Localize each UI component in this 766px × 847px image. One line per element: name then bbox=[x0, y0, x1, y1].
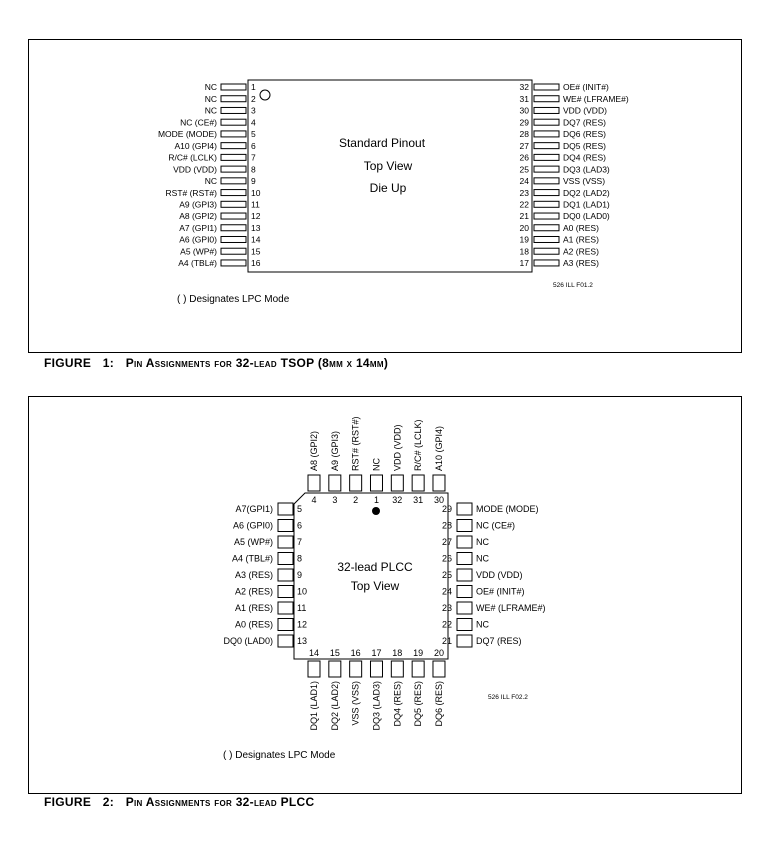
plcc-pin-label: A7(GPI1) bbox=[235, 504, 273, 515]
plcc-pin-label: VDD (VDD) bbox=[392, 424, 403, 471]
tsop-pin-number: 10 bbox=[251, 187, 261, 198]
tsop-pin-number: 22 bbox=[519, 199, 529, 210]
plcc-pin-number: 23 bbox=[441, 603, 452, 614]
plcc-pin-number: 3 bbox=[332, 495, 338, 505]
tsop-pin-number: 19 bbox=[519, 234, 529, 245]
tsop-pin-lead bbox=[221, 154, 246, 160]
tsop-pin-number: 31 bbox=[519, 93, 529, 104]
pin1-dot bbox=[372, 507, 380, 515]
tsop-pin-number: 32 bbox=[519, 82, 529, 93]
tsop-pin-lead bbox=[534, 143, 559, 149]
tsop-pin-lead bbox=[534, 166, 559, 172]
tsop-pin-number: 7 bbox=[251, 152, 256, 163]
tsop-pin-label: A2 (RES) bbox=[563, 246, 599, 257]
tsop-pin-label: NC bbox=[204, 105, 217, 116]
plcc-pin-lead bbox=[278, 520, 293, 532]
plcc-right-pins bbox=[442, 503, 546, 647]
plcc-pin-lead bbox=[457, 619, 472, 631]
tsop-pin-label: NC bbox=[204, 82, 217, 93]
tsop-pin-label: A5 (WP#) bbox=[180, 246, 217, 257]
plcc-pin-label: A5 (WP#) bbox=[233, 537, 273, 548]
plcc-pin-label: OE# (INIT#) bbox=[476, 586, 525, 597]
plcc-pin-label: MODE (MODE) bbox=[476, 504, 539, 515]
tsop-pin-label: A3 (RES) bbox=[563, 258, 599, 269]
plcc-pin-label: NC bbox=[476, 537, 489, 548]
plcc-pin-label: WE# (LFRAME#) bbox=[476, 603, 546, 614]
plcc-pin-label: DQ5 (RES) bbox=[413, 681, 424, 727]
plcc-pin-number: 13 bbox=[297, 636, 308, 647]
plcc-pin-lead bbox=[457, 569, 472, 581]
plcc-bottom-pins bbox=[308, 648, 445, 731]
plcc-ref-code: 526 ILL F02.2 bbox=[488, 694, 528, 701]
tsop-pin-label: DQ4 (RES) bbox=[563, 152, 606, 163]
tsop-pin-lead bbox=[534, 190, 559, 196]
tsop-pin-lead bbox=[534, 178, 559, 184]
plcc-pin-lead bbox=[278, 602, 293, 614]
tsop-pin-label: VDD (VDD) bbox=[563, 105, 607, 116]
tsop-pin-lead bbox=[534, 201, 559, 207]
tsop-pin-number: 24 bbox=[519, 176, 529, 187]
tsop-pin-number: 26 bbox=[519, 152, 529, 163]
plcc-pin-number: 20 bbox=[433, 648, 444, 658]
plcc-pin-number: 1 bbox=[373, 495, 379, 505]
tsop-pin-lead bbox=[221, 201, 246, 207]
tsop-pin-lead bbox=[534, 225, 559, 231]
plcc-lpc-note: ( ) Designates LPC Mode bbox=[223, 750, 336, 761]
plcc-pin-number: 21 bbox=[441, 636, 452, 647]
tsop-figure-frame bbox=[28, 39, 742, 353]
tsop-pin-label: A1 (RES) bbox=[563, 234, 599, 245]
plcc-pin-label: A10 (GPI4) bbox=[433, 425, 444, 471]
plcc-pin-number: 14 bbox=[308, 648, 320, 658]
plcc-pin-label: R/C# (LCLK) bbox=[413, 419, 424, 471]
plcc-pin-number: 2 bbox=[353, 495, 359, 505]
tsop-pin-label: DQ5 (RES) bbox=[563, 140, 606, 151]
tsop-pin-number: 14 bbox=[251, 234, 261, 245]
plcc-pin-number: 29 bbox=[441, 504, 452, 515]
plcc-pin-number: 6 bbox=[297, 520, 303, 531]
plcc-pin-label: A3 (RES) bbox=[234, 570, 273, 581]
plcc-pin-label: A2 (RES) bbox=[234, 586, 273, 597]
plcc-pin-lead bbox=[457, 553, 472, 565]
tsop-pin-label: A7 (GPI1) bbox=[179, 222, 217, 233]
plcc-pin-number: 5 bbox=[297, 504, 303, 515]
plcc-pin-number: 17 bbox=[371, 648, 382, 658]
tsop-right-pins bbox=[520, 82, 629, 268]
tsop-pin-lead bbox=[221, 119, 246, 125]
plcc-pin-number: 9 bbox=[297, 570, 303, 581]
tsop-pin-lead bbox=[534, 119, 559, 125]
tsop-pin-number: 21 bbox=[519, 211, 529, 222]
tsop-pin-label: DQ1 (LAD1) bbox=[563, 199, 610, 210]
plcc-pin-lead bbox=[350, 661, 362, 677]
tsop-pin-lead bbox=[534, 107, 559, 113]
plcc-pin-lead bbox=[457, 586, 472, 598]
plcc-pin-lead bbox=[412, 661, 424, 677]
plcc-pin-number: 12 bbox=[297, 619, 308, 630]
plcc-pin-number: 31 bbox=[413, 495, 424, 505]
plcc-pin-lead bbox=[278, 503, 293, 515]
plcc-pin-label: NC (CE#) bbox=[476, 520, 516, 531]
plcc-pin-label: VDD (VDD) bbox=[476, 570, 523, 581]
figure-2-caption bbox=[44, 795, 314, 809]
plcc-pin-number: 8 bbox=[297, 553, 303, 564]
plcc-pin-label: A4 (TBL#) bbox=[231, 553, 273, 564]
plcc-pin-number: 19 bbox=[413, 648, 424, 658]
tsop-pin-lead bbox=[221, 260, 246, 266]
plcc-pin-number: 16 bbox=[350, 648, 361, 658]
tsop-pin-number: 11 bbox=[251, 199, 260, 210]
plcc-figure-frame bbox=[28, 396, 742, 794]
plcc-pin-number: 15 bbox=[329, 648, 340, 658]
plcc-top-pins bbox=[308, 416, 445, 505]
plcc-pin-lead bbox=[391, 661, 403, 677]
tsop-left-pins bbox=[158, 82, 261, 268]
tsop-pin-number: 17 bbox=[519, 258, 529, 269]
tsop-pin-label: DQ0 (LAD0) bbox=[563, 211, 610, 222]
plcc-pin-lead bbox=[457, 503, 472, 515]
tsop-title-line-1: Standard Pinout bbox=[338, 136, 426, 150]
plcc-pin-lead bbox=[412, 475, 424, 491]
tsop-pin-lead bbox=[221, 178, 246, 184]
plcc-pin-lead bbox=[278, 586, 293, 598]
tsop-pin-label: MODE (MODE) bbox=[157, 129, 217, 140]
plcc-pin-label: DQ6 (RES) bbox=[433, 681, 444, 727]
tsop-pin-number: 16 bbox=[251, 258, 261, 269]
plcc-pin-lead bbox=[457, 536, 472, 548]
plcc-pin-lead bbox=[278, 619, 293, 631]
tsop-pin-label: A4 (TBL#) bbox=[178, 258, 217, 269]
tsop-pin-label: VDD (VDD) bbox=[173, 164, 217, 175]
plcc-pin-lead bbox=[329, 475, 341, 491]
plcc-pin-lead bbox=[433, 661, 445, 677]
plcc-pin-number: 27 bbox=[441, 537, 452, 548]
tsop-pin-number: 4 bbox=[251, 117, 256, 128]
plcc-title-line-1: 32-lead PLCC bbox=[337, 560, 413, 574]
tsop-pin-lead bbox=[534, 236, 559, 242]
plcc-pin-lead bbox=[308, 475, 320, 491]
tsop-pin-lead bbox=[221, 143, 246, 149]
tsop-pin-number: 27 bbox=[519, 140, 529, 151]
tsop-pin-label: WE# (LFRAME#) bbox=[563, 93, 629, 104]
plcc-pin-number: 10 bbox=[297, 586, 308, 597]
plcc-pin-label: NC bbox=[476, 553, 489, 564]
tsop-pin-lead bbox=[534, 213, 559, 219]
figure-1-caption bbox=[44, 356, 388, 370]
plcc-pin-lead bbox=[457, 602, 472, 614]
tsop-pin-label: DQ7 (RES) bbox=[563, 117, 606, 128]
tsop-pin-number: 9 bbox=[251, 176, 256, 187]
tsop-pin-label: A0 (RES) bbox=[563, 222, 599, 233]
plcc-pin-number: 25 bbox=[441, 570, 452, 581]
tsop-pin-lead bbox=[221, 166, 246, 172]
plcc-pin-label: DQ7 (RES) bbox=[476, 636, 522, 647]
tsop-pin-lead bbox=[221, 190, 246, 196]
tsop-pin-number: 23 bbox=[519, 187, 529, 198]
tsop-pin-lead bbox=[534, 248, 559, 254]
tsop-pin-lead bbox=[221, 248, 246, 254]
plcc-pin-label: A6 (GPI0) bbox=[232, 520, 273, 531]
tsop-pin-lead bbox=[534, 84, 559, 90]
plcc-pin-label: DQ2 (LAD2) bbox=[329, 681, 340, 731]
plcc-pin-label: VSS (VSS) bbox=[350, 681, 361, 726]
tsop-pin-label: A8 (GPI2) bbox=[179, 211, 217, 222]
tsop-title-line-2: Top View bbox=[363, 159, 413, 173]
tsop-pin-number: 6 bbox=[251, 140, 256, 151]
tsop-pin-number: 3 bbox=[251, 105, 256, 116]
figure-1-label: FIGURE bbox=[44, 356, 92, 370]
plcc-pin-lead bbox=[370, 475, 382, 491]
tsop-body bbox=[248, 80, 532, 272]
pin1-marker bbox=[260, 90, 270, 100]
tsop-pin-lead bbox=[221, 213, 246, 219]
tsop-pin-label: A10 (GPI4) bbox=[174, 140, 217, 151]
tsop-pin-number: 25 bbox=[519, 164, 529, 175]
plcc-pin-label: A9 (GPI3) bbox=[329, 430, 340, 471]
plcc-pin-number: 7 bbox=[297, 537, 303, 548]
plcc-diagram bbox=[29, 397, 741, 793]
figure-1-text: Pin Assignments for 32-lead TSOP (8mm x 14mm) bbox=[125, 356, 389, 370]
tsop-pin-label: DQ2 (LAD2) bbox=[563, 187, 610, 198]
figure-2-number: 2: bbox=[102, 795, 115, 809]
plcc-pin-lead bbox=[370, 661, 382, 677]
figure-2-text: Pin Assignments for 32-lead PLCC bbox=[125, 795, 315, 809]
plcc-pin-number: 26 bbox=[441, 553, 452, 564]
tsop-pin-number: 12 bbox=[251, 211, 261, 222]
plcc-pin-lead bbox=[350, 475, 362, 491]
plcc-pin-lead bbox=[278, 569, 293, 581]
tsop-pin-number: 15 bbox=[251, 246, 261, 257]
plcc-pin-number: 11 bbox=[297, 603, 307, 614]
plcc-pin-label: DQ3 (LAD3) bbox=[371, 681, 382, 731]
tsop-pin-lead bbox=[221, 225, 246, 231]
plcc-body bbox=[294, 493, 448, 659]
tsop-pin-label: OE# (INIT#) bbox=[563, 82, 609, 93]
plcc-pin-number: 22 bbox=[441, 619, 452, 630]
tsop-pin-number: 1 bbox=[251, 82, 256, 93]
tsop-pin-label: A9 (GPI3) bbox=[179, 199, 217, 210]
tsop-pin-number: 30 bbox=[519, 105, 529, 116]
plcc-pin-label: NC bbox=[371, 458, 382, 471]
tsop-pin-lead bbox=[221, 236, 246, 242]
tsop-pin-label: RST# (RST#) bbox=[165, 187, 217, 198]
tsop-pin-label: VSS (VSS) bbox=[563, 176, 606, 187]
plcc-pin-number: 4 bbox=[311, 495, 317, 505]
plcc-pin-lead bbox=[278, 635, 293, 647]
tsop-pin-number: 20 bbox=[519, 222, 529, 233]
tsop-pin-number: 18 bbox=[519, 246, 529, 257]
tsop-pin-label: NC bbox=[204, 93, 217, 104]
tsop-pin-label: NC bbox=[204, 176, 217, 187]
plcc-pin-lead bbox=[457, 635, 472, 647]
tsop-pin-lead bbox=[221, 131, 246, 137]
figure-2-label: FIGURE bbox=[44, 795, 92, 809]
tsop-pin-number: 13 bbox=[251, 222, 261, 233]
plcc-pin-lead bbox=[278, 536, 293, 548]
tsop-pin-lead bbox=[534, 131, 559, 137]
tsop-pin-lead bbox=[221, 107, 246, 113]
tsop-pin-number: 8 bbox=[251, 164, 256, 175]
plcc-pin-lead bbox=[329, 661, 341, 677]
tsop-pin-label: R/C# (LCLK) bbox=[168, 152, 217, 163]
tsop-pin-number: 29 bbox=[519, 117, 529, 128]
tsop-pin-number: 28 bbox=[519, 129, 529, 140]
tsop-pin-lead bbox=[534, 154, 559, 160]
plcc-pin-label: DQ4 (RES) bbox=[392, 681, 403, 727]
plcc-pin-label: NC bbox=[476, 619, 489, 630]
plcc-pin-lead bbox=[457, 520, 472, 532]
tsop-diagram bbox=[29, 40, 741, 352]
plcc-pin-number: 18 bbox=[392, 648, 403, 658]
plcc-pin-number: 32 bbox=[392, 495, 403, 505]
tsop-pin-label: A6 (GPI0) bbox=[179, 234, 217, 245]
plcc-pin-label: DQ0 (LAD0) bbox=[223, 636, 273, 647]
tsop-pin-lead bbox=[221, 84, 246, 90]
tsop-title-line-3: Die Up bbox=[369, 181, 407, 195]
plcc-pin-label: RST# (RST#) bbox=[350, 416, 361, 471]
tsop-pin-number: 2 bbox=[251, 93, 256, 104]
tsop-pin-lead bbox=[534, 96, 559, 102]
plcc-pin-lead bbox=[391, 475, 403, 491]
tsop-pin-label: DQ3 (LAD3) bbox=[563, 164, 610, 175]
plcc-pin-number: 28 bbox=[441, 520, 452, 531]
plcc-pin-lead bbox=[433, 475, 445, 491]
tsop-lpc-note: ( ) Designates LPC Mode bbox=[177, 294, 290, 305]
plcc-title-line-2: Top View bbox=[350, 579, 400, 593]
plcc-pin-label: A1 (RES) bbox=[234, 603, 273, 614]
tsop-ref-code: 526 ILL F01.2 bbox=[553, 282, 593, 289]
plcc-pin-number: 24 bbox=[441, 586, 452, 597]
plcc-pin-label: A0 (RES) bbox=[234, 619, 273, 630]
tsop-pin-number: 5 bbox=[251, 129, 256, 140]
plcc-pin-lead bbox=[308, 661, 320, 677]
tsop-pin-lead bbox=[534, 260, 559, 266]
plcc-pin-number: 30 bbox=[433, 495, 444, 505]
plcc-pin-label: DQ1 (LAD1) bbox=[309, 681, 319, 731]
tsop-pin-label: DQ6 (RES) bbox=[563, 129, 606, 140]
plcc-pin-lead bbox=[278, 553, 293, 565]
tsop-pin-label: NC (CE#) bbox=[180, 117, 217, 128]
figure-1-number: 1: bbox=[102, 356, 115, 370]
plcc-pin-label: A8 (GPI2) bbox=[309, 430, 319, 471]
tsop-pin-lead bbox=[221, 96, 246, 102]
